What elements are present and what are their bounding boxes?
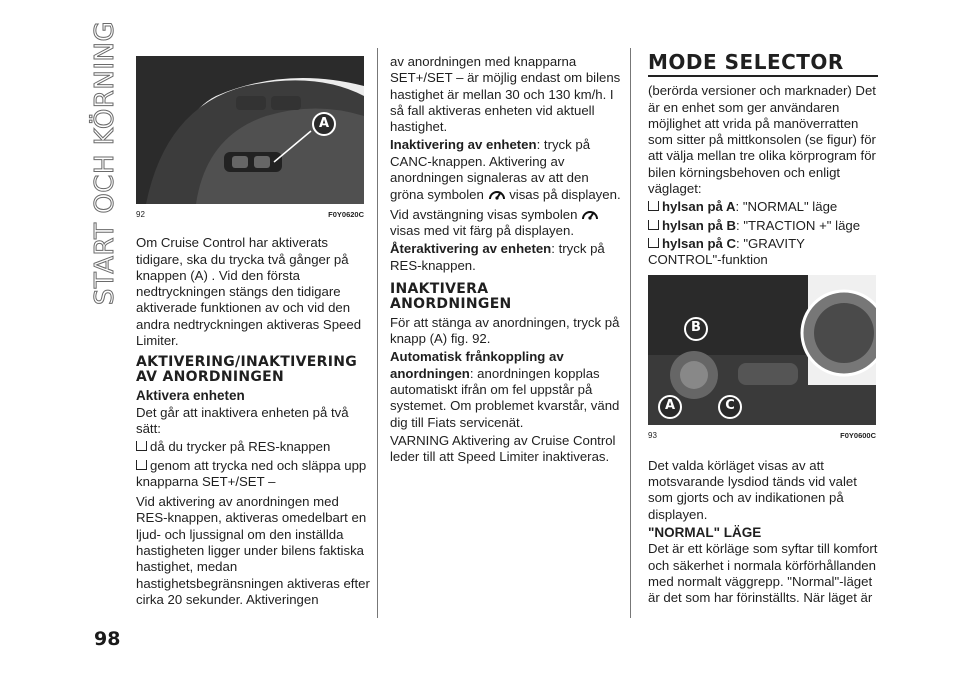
subheading: "NORMAL" LÄGE [648, 525, 762, 541]
mode-item: hylsan på C: "GRAVITY CONTROL"-funktion [648, 235, 805, 268]
callout-a: A [312, 112, 336, 136]
paragraph: av anordningen med knapparna SET+/SET – är möjlig endast om bilens hastighet är mellan 30 och 130 km/h. I så fall aktiveras enheten vid aktuell hastighet. [390, 54, 621, 135]
figure-92 [136, 56, 364, 204]
section-heading: AKTIVERING/INAKTIVERING AV ANORDNINGEN [136, 354, 358, 386]
mode-selector-title: MODE SELECTOR [648, 54, 878, 77]
bullet-icon [648, 238, 659, 248]
intro-paragraph: Om Cruise Control har aktiverats tidigare, ska du trycka två gånger på knappen (A) . Vid den första nedtryckningen stängs den tidigare aktiverade funktionen av och vid den andra nedtryckningen aktiveras Speed Limiter. [136, 235, 362, 349]
bullet-item: då du trycker på RES-knappen [136, 439, 371, 455]
mode-item: hylsan på B: "TRACTION +" läge [648, 218, 880, 234]
mode-item: hylsan på A: "NORMAL" läge [648, 199, 880, 215]
paragraph: För att stänga av anordningen, tryck på knapp (A) fig. 92. [390, 314, 620, 347]
bullet-item: genom att trycka ned och släppa upp knapparna SET+/SET – [136, 457, 367, 489]
column-1 [136, 56, 371, 610]
figure-number: 92 [136, 210, 145, 219]
side-running-title [90, 20, 120, 306]
speed-limiter-icon [488, 186, 506, 202]
reactivate-paragraph: Återaktivering av enheten: tryck på RES-knappen. [390, 241, 605, 273]
figure-number: 93 [648, 430, 657, 440]
auto-paragraph: Automatisk frånkoppling av anordningen: anordningen kopplas automatiskt ifrån om fel uppstår på systemet. Om problemet kvarstår, vänd dig till Fiats servicenät. [390, 349, 620, 430]
bullet-icon [648, 220, 659, 230]
bullet-icon [648, 201, 659, 211]
callout-b: B [684, 317, 708, 341]
callout-a: A [658, 395, 682, 419]
column-divider-2 [630, 48, 631, 618]
callout-c: C [718, 395, 742, 419]
paragraph: Det är ett körläge som syftar till komfort och säkerhet i normala körförhållanden med normalt väggrepp. "Normal"-läget är det som har förinställts. När läget är [648, 541, 878, 606]
page-number: 98 [94, 628, 121, 650]
speed-limiter-icon [581, 206, 599, 222]
paragraph: Det valda körläget visas av att motsvarande lysdiod tänds vid valet som gjorts och av indikationen på displayen. [648, 457, 857, 522]
off-paragraph: Vid avstängning visas symbolen visas med vit färg på displayen. [390, 206, 622, 240]
paragraph: (berörda versioner och marknader) Det är en enhet som ger användaren möjlighet att vrida på manöverratten som sitter på mittkonsolen (se figur) för att välja mellan tre olika körprogram för bilen körningsbehoven och enligt väglaget: [648, 83, 876, 197]
column-3 [648, 50, 880, 609]
figure-code: F0Y0600C [840, 430, 876, 440]
bullet-icon [136, 441, 147, 451]
paragraph: Vid aktivering av anordningen med RES-knappen, aktiveras omedelbart en ljud- och ljussignal om den inställda hastigheten ligger under bilens faktiska hastighet, medan hastighetsbegränsningen aktiveras efter cirka 20 sekunder. Aktiveringen [136, 494, 370, 607]
column-divider-1 [377, 48, 378, 618]
inactivate-paragraph: Inaktivering av enheten: tryck på CANC-knappen. Aktivering av anordningen signaleras av att den gröna symbolen visas på displayen. [390, 137, 621, 203]
figure-93 [648, 275, 876, 425]
side-title-text: START OCH KÖRNING [90, 20, 120, 306]
figure-code: F0Y0620C [328, 210, 364, 219]
column-2 [390, 54, 622, 468]
paragraph: Det går att inaktivera enheten på två sätt: [136, 404, 349, 436]
section-heading: INAKTIVERA ANORDNINGEN [390, 280, 512, 312]
figure-92-caption [136, 207, 364, 223]
bullet-icon [136, 460, 147, 470]
figure-93-caption [648, 428, 876, 444]
mode-selector-photo [648, 275, 876, 425]
subheading: Aktivera enheten [136, 388, 245, 404]
warning-paragraph: VARNING Aktivering av Cruise Control leder till att Speed Limiter inaktiveras. [390, 432, 616, 465]
